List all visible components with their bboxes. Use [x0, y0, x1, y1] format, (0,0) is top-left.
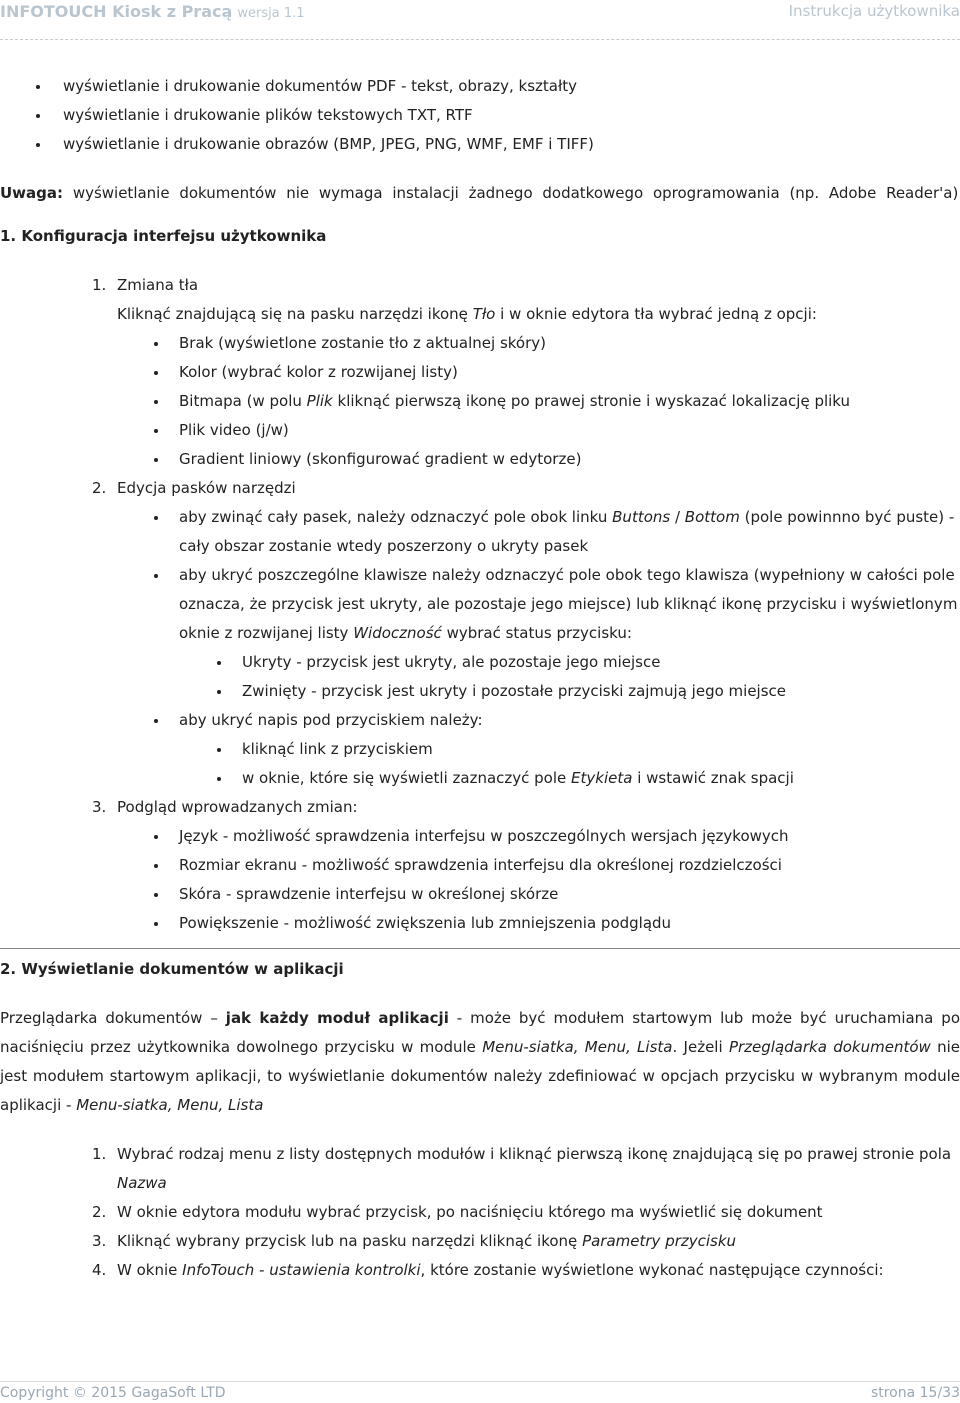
header-doc-type: Instrukcja użytkownika	[788, 2, 960, 20]
list-item: aby ukryć poszczególne klawisze należy odznaczyć pole obok tego klawisza (wypełniony w całości pole oznacza, że przycisk jest ukryty, ale pozostaje jego miejsce) lub kliknąć ikonę przycisku i wyświetlonym oknie z rozwijanej listy Widoczność wybrać status przycisku: Ukryty - przycisk jest ukryty, ale pozostaje jego miejsce Zwinięty - przycisk jest ukryty i pozostałe przyciski zajmują jego miejsce	[179, 561, 960, 706]
document-body	[0, 72, 960, 1285]
header-version: wersja 1.1	[237, 6, 305, 21]
note-paragraph	[0, 179, 960, 208]
list-item: Ukryty - przycisk jest ukryty, ale pozostaje jego miejsce	[242, 648, 960, 677]
list-item: Zwinięty - przycisk jest ukryty i pozostałe przyciski zajmują jego miejsce	[242, 677, 960, 706]
list-item: aby ukryć napis pod przyciskiem należy: kliknąć link z przyciskiem w oknie, które się wyświetli zaznaczyć pole Etykieta i wstawić znak spacji	[179, 706, 960, 793]
page-number: strona 15/33	[870, 1385, 960, 1401]
list-item: Rozmiar ekranu - możliwość sprawdzenia interfejsu dla określonej rozdzielczości	[179, 851, 960, 880]
section-2-steps	[0, 1140, 960, 1285]
toolbar-options	[117, 503, 960, 793]
step-description: Kliknąć znajdującą się na pasku narzędzi ikonę Tło i w oknie edytora tła wybrać jedną z opcji:	[117, 305, 817, 323]
header-brand: INFOTOUCH Kiosk z Pracą	[0, 2, 233, 21]
step-1	[92, 271, 960, 474]
hide-label-steps	[179, 735, 960, 793]
step-1: 1. Wybrać rodzaj menu z listy dostępnych modułów i kliknąć pierwszą ikonę znajdującą się po prawej stronie pola Nazwa	[117, 1140, 960, 1198]
step-number: 2.	[92, 1203, 107, 1221]
copyright-text: Copyright © 2015 GagaSoft LTD	[0, 1385, 226, 1401]
list-item: Język - możliwość sprawdzenia interfejsu w poszczególnych wersjach językowych	[179, 822, 960, 851]
page-header	[0, 0, 960, 44]
step-2	[92, 474, 960, 793]
step-number: 1.	[92, 276, 107, 294]
step-3: 3. Kliknąć wybrany przycisk lub na pasku narzędzi kliknąć ikonę Parametry przycisku	[117, 1227, 960, 1256]
list-item: w oknie, które się wyświetli zaznaczyć pole Etykieta i wstawić znak spacji	[242, 764, 960, 793]
section-2-heading: 2. Wyświetlanie dokumentów w aplikacji	[0, 960, 344, 978]
step-title: Edycja pasków narzędzi	[117, 479, 296, 497]
step-number: 4.	[92, 1261, 107, 1279]
step-4: 4. W oknie InfoTouch - ustawienia kontrolki, które zostanie wyświetlone wykonać następujące czynności:	[117, 1256, 960, 1285]
page-footer	[0, 1381, 960, 1403]
button-status-list	[179, 648, 960, 706]
list-item: wyświetlanie i drukowanie plików tekstowych TXT, RTF	[63, 101, 960, 130]
section-1-steps	[0, 271, 960, 938]
step-2: 2. W oknie edytora modułu wybrać przycisk, po naciśnięciu którego ma wyświetlić się dokument	[117, 1198, 960, 1227]
step-3	[92, 793, 960, 938]
note-label: Uwaga:	[0, 184, 64, 202]
list-item: Brak (wyświetlone zostanie tło z aktualnej skóry)	[179, 329, 960, 358]
list-item: Powiększenie - możliwość zwiększenia lub zmniejszenia podglądu	[179, 909, 960, 938]
list-item: Gradient liniowy (skonfigurować gradient w edytorze)	[179, 445, 960, 474]
preview-options	[117, 822, 960, 938]
step-title: Zmiana tła	[117, 276, 199, 294]
section-divider	[0, 948, 960, 949]
section-1-heading: 1. Konfiguracja interfejsu użytkownika	[0, 227, 327, 245]
list-item: Kolor (wybrać kolor z rozwijanej listy)	[179, 358, 960, 387]
step-number: 3.	[92, 1232, 107, 1250]
list-item: Bitmapa (w polu Plik kliknąć pierwszą ikonę po prawej stronie i wyskazać lokalizację pliku	[179, 387, 960, 416]
intro-list	[0, 72, 960, 159]
list-item: aby zwinąć cały pasek, należy odznaczyć pole obok linku Buttons / Bottom (pole powinnno być puste) - cały obszar zostanie wtedy poszerzony o ukryty pasek	[179, 503, 960, 561]
header-divider	[0, 39, 960, 40]
step-number: 3.	[92, 798, 107, 816]
step-number: 2.	[92, 479, 107, 497]
list-item: wyświetlanie i drukowanie dokumentów PDF - tekst, obrazy, kształty	[63, 72, 960, 101]
note-text: wyświetlanie dokumentów nie wymaga instalacji żadnego dodatkowego oprogramowania (np. Adobe Reader'a)	[72, 184, 959, 202]
header-title	[0, 2, 305, 21]
background-options	[117, 329, 960, 474]
section-2-paragraph: Przeglądarka dokumentów – jak każdy moduł aplikacji - może być modułem startowym lub może być uruchamiana po naciśnięciu przez użytkownika dowolnego przycisku w module Menu-siatka, Menu, Lista. Jeżeli Przeglądarka dokumentów nie jest modułem startowym aplikacji, to wyświetlanie dokumentów należy zdefiniować w opcjach przycisku w wybranym module aplikacji - Menu-siatka, Menu, Lista	[0, 1009, 960, 1114]
step-title: Podgląd wprowadzanych zmian:	[117, 798, 358, 816]
list-item: Plik video (j/w)	[179, 416, 960, 445]
list-item: wyświetlanie i drukowanie obrazów (BMP, JPEG, PNG, WMF, EMF i TIFF)	[63, 130, 960, 159]
step-number: 1.	[92, 1145, 107, 1163]
list-item: Skóra - sprawdzenie interfejsu w określonej skórze	[179, 880, 960, 909]
list-item: kliknąć link z przyciskiem	[242, 735, 960, 764]
